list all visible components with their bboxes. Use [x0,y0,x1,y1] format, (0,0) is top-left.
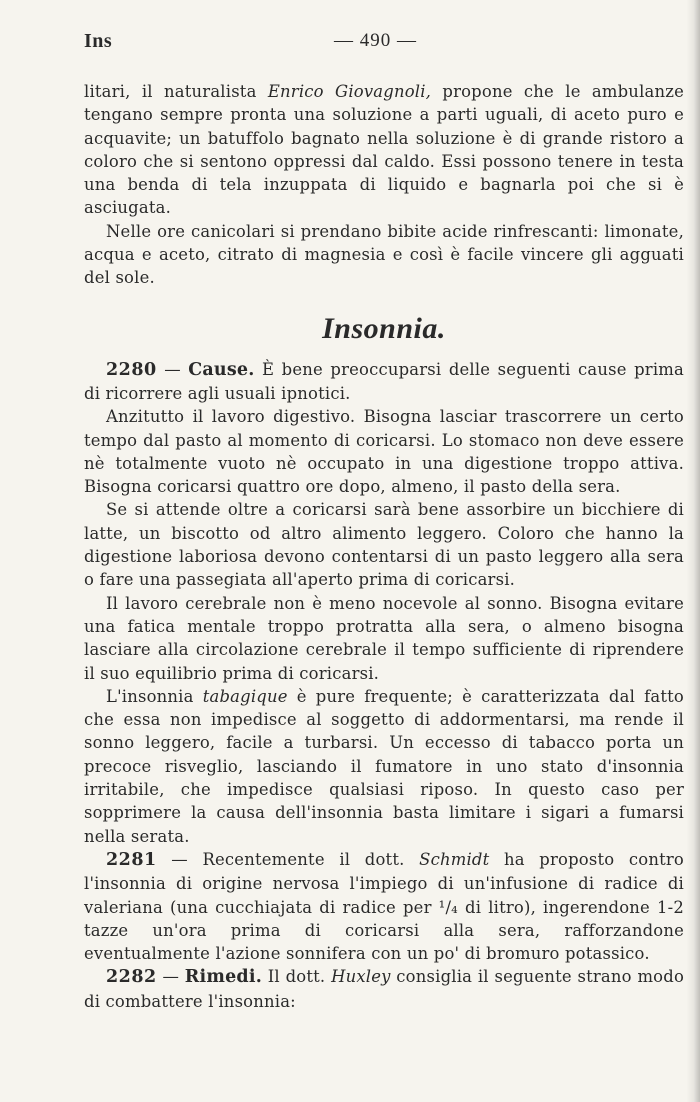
paragraph-summer-drinks: Nelle ore canicolari si prendano bibite acide rinfrescanti: limonate, acqua e aceto, citrato di magnesia e così è facile vincere gli agguati del sole. [84,221,684,288]
entry-number: 2281 [106,849,157,870]
paragraph-mental-work: Il lavoro cerebrale non è meno nocevole al sonno. Bisogna evitare una fatica mentale troppo protratta alla sera, o almeno bisogna lasciare alla circolazione cerebrale il tempo sufficiente di riprendere il suo equilibrio prima di coricarsi. [84,593,684,683]
paragraph-continuation: litari, il naturalista Enrico Giovagnoli, propone che le ambulanze tengano sempre pronta una soluzione a parti uguali, di aceto puro e acquavite; un batuffolo bagnato nella soluzione è di grande ristoro a coloro che si sentono oppressi dal caldo. Essi possono tenere in testa una benda di tela inzuppata di liquido e bagnarla poi che si è asciugata. [84,82,684,218]
entry-number: 2282 [106,967,157,988]
paragraph-2282: 2282 — Rimedi. Il dott. Huxley consiglia il seguente strano modo di combattere l'insonnia: [84,967,685,1011]
page-number: — 490 — [334,30,417,51]
section-title: Insonnia. [322,311,446,345]
paragraph-digestive-work: Anzitutto il lavoro digestivo. Bisogna lasciar trascorrere un certo tempo dal pasto al momento di coricarsi. Lo stomaco non deve essere nè totalmente vuoto nè occupato in una digestione troppo attiva. Bisogna coricarsi quattro ore dopo, almeno, il pasto della sera. [84,407,684,497]
paragraph-2280: 2280 — Cause. È bene preoccuparsi delle seguenti cause prima di ricorrere agli usuali ipnotici. [84,359,684,403]
body-text [84,80,684,1013]
running-head [84,30,684,58]
running-head-keyword: Ins [84,30,113,52]
entry-heading: Cause. [188,359,255,380]
entry-number: 2280 [106,359,157,380]
paragraph-milk: Se si attende oltre a coricarsi sarà bene assorbire un bicchiere di latte, un biscotto od altro alimento leggero. Coloro che hanno la digestione laboriosa devono contentarsi di un pasto leggero alla sera o fare una passegiata all'aperto prima di coricarsi. [84,500,684,590]
person-name: Enrico Giovagnoli, [267,82,432,101]
person-name: Huxley [331,967,391,987]
paragraph-tobacco-insomnia: L'insonnia tabagique è pure frequente; è caratterizzata dal fatto che essa non impedisce al soggetto di addormentarsi, ma rende il sonno leggero, facile a turbarsi. Un eccesso di tabacco porta un precoce risveglio, lasciando il fumatore in uno stato d'insonnia irritabile, che impedisce qualsiasi riposo. In questo caso per sopprimere la causa dell'insonnia basta limitare i sigari a fumarsi nella serata. [84,686,684,846]
entry-heading: Rimedi. [184,967,263,988]
person-name: Schmidt [419,849,490,869]
page-edge-shadow [686,0,700,1102]
term-tabagique: tabagique [202,686,288,706]
paragraph-2281: 2281 — Recentemente il dott. Schmidt ha proposto contro l'insonnia di origine nervosa l'impiego di un'infusione di radice di valeriana (una cucchiajata di radice per ¹/₄ di litro), ingerendone 1-2 tazze un'ora prima di coricarsi alla sera, rafforzandone eventualmente l'azione sonnifera con un po' di bromuro potassico. [84,849,684,964]
